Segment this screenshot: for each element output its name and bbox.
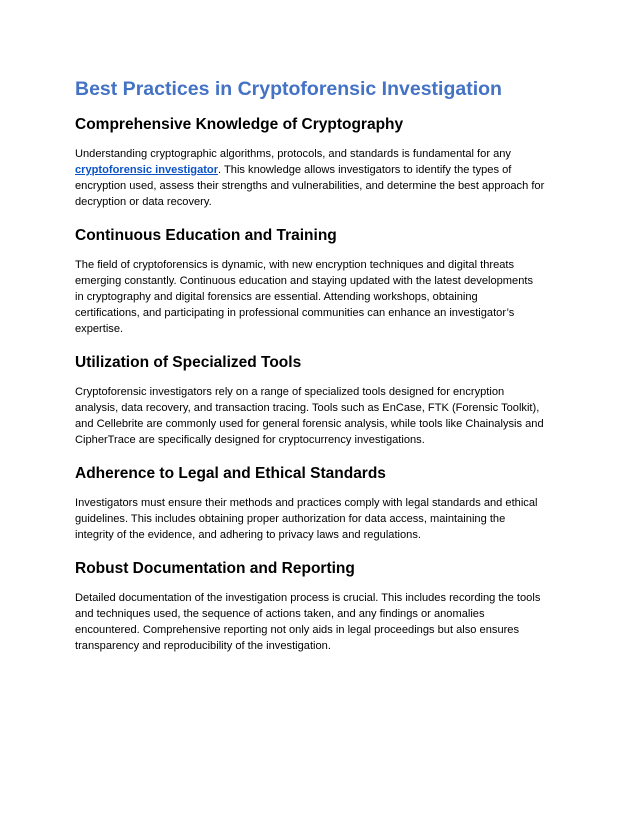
paragraph-line: Cryptoforensic investigators rely on a range of specialized tools designed for encryption [75,386,505,398]
document-title: Best Practices in Cryptoforensic Investigation [75,78,502,100]
paragraph-line: analysis, data recovery, and transaction tracing. Tools such as EnCase, FTK (Forensic Toolkit), [75,402,540,414]
paragraph-line: integrity of the evidence, and adhering to privacy laws and regulations. [75,529,421,541]
paragraph-line: certifications, and participating in professional communities can enhance an investigator’s [75,307,515,319]
section-paragraph-documentation-reporting [75,590,575,654]
section-heading-specialized-tools: Utilization of Specialized Tools [75,354,302,371]
section-paragraph-cryptography-knowledge [75,146,575,210]
section-paragraph-education-training [75,257,575,337]
paragraph-line: The field of cryptoforensics is dynamic, with new encryption techniques and digital threats [75,259,515,271]
paragraph-line: CipherTrace are specifically designed for cryptocurrency investigations. [75,434,425,446]
paragraph-line: transparency and reproducibility of the investigation. [75,640,331,652]
paragraph-line: Understanding cryptographic algorithms, protocols, and standards is fundamental for any [75,148,511,160]
cryptoforensic-investigator-link[interactable]: cryptoforensic investigator [75,164,219,176]
section-heading-legal-ethical: Adherence to Legal and Ethical Standards [75,465,386,482]
paragraph-line: Detailed documentation of the investigation process is crucial. This includes recording the tools [75,592,541,604]
section-paragraph-specialized-tools [75,384,575,448]
paragraph-line-text: . This knowledge allows investigators to identify the types of [218,164,512,176]
paragraph-line: encountered. Comprehensive reporting not only aids in legal proceedings but also ensures [75,624,520,636]
paragraph-line [75,162,575,178]
paragraph-line: encryption used, assess their strengths and vulnerabilities, and determine the best approach for [75,180,545,192]
document-page [75,76,575,669]
section-heading-education-training: Continuous Education and Training [75,227,337,244]
section-paragraph-legal-ethical [75,495,575,543]
section-heading-documentation-reporting: Robust Documentation and Reporting [75,560,355,577]
paragraph-line: guidelines. This includes obtaining proper authorization for data access, maintaining the [75,513,506,525]
paragraph-line: and Cellebrite are commonly used for general forensic analysis, while tools like Chainalysis and [75,418,544,430]
paragraph-line: Investigators must ensure their methods and practices comply with legal standards and ethical [75,497,538,509]
paragraph-line: and techniques used, the sequence of actions taken, and any findings or anomalies [75,608,485,620]
section-heading-cryptography-knowledge: Comprehensive Knowledge of Cryptography [75,116,404,133]
paragraph-line: in cryptography and digital forensics are essential. Attending workshops, obtaining [75,291,478,303]
paragraph-line: decryption or data recovery. [75,196,212,208]
paragraph-line: expertise. [75,323,124,335]
paragraph-line: emerging constantly. Continuous education and staying updated with the latest developments [75,275,534,287]
